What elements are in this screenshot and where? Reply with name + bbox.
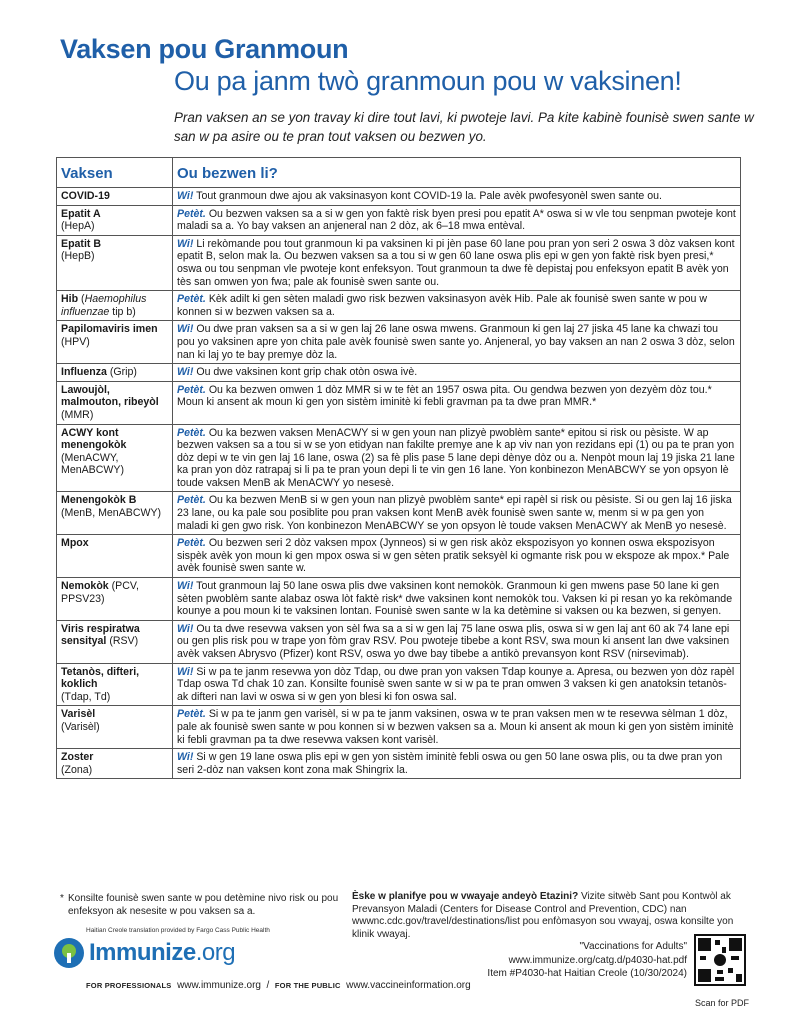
- recommendation-text: Ou ka bezwen omwen 1 dòz MMR si w te fèt an 1957 oswa pita. Ou gendwa bezwen yon dezyèm dòz tou.* Moun ki ansent ak moun ki gen yon sistèm iminitè ki febli gravman pa ta dwe pran MMR.*: [177, 383, 712, 409]
- recommendation-flag: Wi!: [177, 751, 194, 764]
- page-subtitle: Ou pa janm twò granmoun pou w vaksinen!: [174, 66, 682, 96]
- publication-info: [482, 940, 687, 981]
- column-header-need: Ou bezwen li?: [173, 158, 741, 188]
- vaccine-name: Mpox: [61, 537, 89, 550]
- table-row: [57, 578, 741, 621]
- vaccine-name: Epatit B: [61, 237, 102, 250]
- vaccine-name: Zoster: [61, 751, 94, 764]
- vaccine-name: COVID-19: [61, 190, 110, 202]
- recommendation-text: Li rekòmande pou tout granmoun ki pa vaksinen ki pi jèn pase 60 lane pou pran yon seri 2 oswa 3 dòz vaksen kont epatit B, selon mak la. Ou bezwen vaksen sa a tou si w gen 60 lane oswa plis epi w gen yon faktè risk byen presi,* oswa ou tou senpman vle pwoteje kont enfeksyon. Tout granmoun ta dwe fè depistaj pou enfeksyon epatit B avèk yon tès san omwen yon fwa; pale ak founisè swen sante ou.: [177, 237, 735, 288]
- table-row: [57, 706, 741, 749]
- public-label: FOR THE PUBLIC: [274, 981, 341, 990]
- recommendation-flag: Petèt.: [177, 494, 206, 507]
- vaccine-abbreviation: (HPV): [61, 335, 90, 348]
- recommendation-flag: Wi!: [177, 190, 194, 202]
- table-row: [57, 291, 741, 321]
- table-row: [57, 492, 741, 535]
- recommendation-text: Ou bezwen seri 2 dòz vaksen mpox (Jynneos) si w gen risk akòz ekspozisyon yo konnen oswa ekspozisyon sispèk avèk yon moun ki gen mpox oswa si w gen sèten pratik seksyèl ki ogmante risk pou w ekspoze ak mpox.* Pale avèk founisè swen sante w.: [177, 537, 730, 575]
- vaccine-name: Varisèl: [61, 708, 96, 721]
- professionals-label: FOR PROFESSIONALS: [86, 981, 172, 990]
- vaccine-abbreviation: (Varisèl): [61, 720, 100, 733]
- vaccine-name: Papilomaviris imen: [61, 323, 158, 336]
- recommendation-flag: Wi!: [177, 323, 194, 336]
- vaccine-abbreviation: (RSV): [109, 635, 139, 648]
- footer-links: [86, 980, 471, 991]
- table-row: [57, 424, 741, 492]
- table-row: [57, 749, 741, 779]
- recommendation-flag: Wi!: [177, 237, 194, 250]
- vaccine-name: Tetanòs, difteri, koklich: [61, 665, 140, 691]
- column-header-vaccine: Vaksen: [57, 158, 173, 188]
- vaccine-abbreviation: (MenB, MenABCWY): [61, 507, 162, 520]
- recommendation-text: Ou dwe pran vaksen sa a si w gen laj 26 lane oswa mwens. Granmoun ki gen laj 27 jiska 45 lane ka chwazi tou pou yo vaksinen apre yon chita pale avèk founisè swen sante yo. Anjeneral, yo bay vaksen an nan 2 oswa 3 dòz, selon nan ki laj yo te bay premye dòz la.: [177, 323, 735, 361]
- table-row: [57, 205, 741, 235]
- vaccine-name: ACWY kont menengokòk: [61, 426, 127, 452]
- qr-caption: Scan for PDF: [694, 998, 750, 1008]
- vaccine-abbreviation: (PCV, PPSV23): [61, 580, 139, 605]
- table-row: [57, 535, 741, 578]
- intro-text: Pran vaksen an se yon travay ki dire tout lavi, ki pwoteje lavi. Pa kite kabinè founisè swen sante w san w pa asire ou te pran tout vaksen ou bezwen yo.: [174, 110, 754, 144]
- recommendation-text: Ou bezwen vaksen sa a si w gen yon faktè risk byen presi pou epatit A* oswa si w vle tou senpman pwoteje kont maladi sa a. Yo bay vaksen an anjeneral nan 2 dòz, ak 6–18 mwa entèval.: [177, 207, 736, 233]
- table-row: [57, 235, 741, 290]
- footnote-asterisk: *: [60, 893, 64, 904]
- vaccine-name: Hib: [61, 293, 79, 306]
- footnote: [60, 893, 340, 918]
- vaccine-name: Menengokòk B: [61, 494, 137, 507]
- publication-title: "Vaccinations for Adults": [579, 941, 687, 952]
- travel-note: [352, 891, 747, 941]
- vaccine-abbreviation: (Zona): [61, 763, 93, 776]
- recommendation-text: Ou dwe vaksinen kont grip chak otòn oswa ivè.: [196, 366, 418, 379]
- recommendation-text: Kèk adilt ki gen sèten maladi gwo risk bezwen vaksinasyon avèk Hib. Pale ak founisè swen sante w pou w konnen si w bezwen vaksen sa a.: [177, 293, 707, 318]
- table-row: [57, 364, 741, 382]
- recommendation-flag: Wi!: [177, 622, 194, 635]
- recommendation-text: Ou ka bezwen vaksen MenACWY si w gen youn nan plizyè pwoblèm sante* epitou si risk ou pèsiste. W ap bezwen vaksen sa a tou si w se yon etidyan nan fakilte premye ane k ap viv nan yon rezidans epi (1) ou pa te pran yon dòz depi w te vin gen laj 16 lane, oswa (2) sa fè plis pase 5 lane depi dènye dòz ou a. Nenpòt moun laj 19 jiska 21 lane ka pran yon dòz ratrapaj si li pa te pran youn depi li te vin gen 16 lane. Yon konbinezon MenABCWY se yon opsyon lè toude vaksen MenB ak MenACWY yo nesesè.: [177, 426, 735, 489]
- recommendation-flag: Petèt.: [177, 426, 206, 439]
- vaccine-drop-icon: [54, 938, 84, 968]
- page-title: Vaksen pou Granmoun: [60, 34, 349, 64]
- vaccine-abbreviation: (Grip): [109, 366, 137, 379]
- footnote-text: Konsilte founisè swen sante w pou detèmine nivo risk ou pou enfeksyon ak nesesite w pou vaksen sa a.: [68, 893, 339, 917]
- publication-item: Item #P4030-hat Haitian Creole (10/30/2024): [487, 968, 687, 979]
- public-link[interactable]: www.vaccineinformation.org: [346, 980, 471, 991]
- table-row: [57, 381, 741, 424]
- vaccine-name: Nemokòk: [61, 580, 109, 593]
- vaccine-abbreviation: (Tdap, Td): [61, 690, 111, 703]
- vaccine-abbreviation: (MenACWY, MenABCWY): [61, 451, 124, 477]
- vaccine-abbreviation: (Haemophilus influenzae tip b): [61, 293, 147, 318]
- recommendation-flag: Petèt.: [177, 383, 206, 396]
- professionals-link[interactable]: www.immunize.org: [177, 980, 261, 991]
- recommendation-text: Tout granmoun laj 50 lane oswa plis dwe vaksinen kont nemokòk. Granmoun ki gen mwens pase 50 lane ki gen sèten pwoblèm sante alabaz oswa lòt faktè risk* dwe vaksinen kont nemokòk tou. Vaksen ki pi resan yo ka rekòmande kounye a pou moun ki te vaksinen lontan. Founisè swen sante w la ka detèmine si vaksen ou ka bezwen, si genyen.: [177, 580, 733, 618]
- travel-text: Vizite sitwèb Sant pou Kontwòl ak Prevansyon Maladi (Centers for Disease Control and Prevention, CDC) nan wwwnc.cdc.gov/travel/destinations/list pou enfòmasyon sou vwayaj, oswa konsilte yon klinik vwayaj.: [352, 891, 734, 940]
- table-row: [57, 321, 741, 364]
- link-separator: /: [266, 980, 270, 991]
- recommendation-text: Ou ka bezwen MenB si w gen youn nan plizyè pwoblèm sante* epi rapèl si risk ou pèsiste. Si ou gen laj 16 jiska 23 lane, ou ka pale sou posiblite pou pran vaksen kont MenB avèk founisè swen sante w, menm si w pa gen yon maladi ki gen gwo risk. Yon konbinezon MenABCWY se yon opsyon lè toude vaksen MenACWY ak MenB yo nesesè.: [177, 494, 732, 532]
- vaccine-abbreviation: (MMR): [61, 408, 94, 421]
- table-row: [57, 620, 741, 663]
- vaccine-name: Viris respiratwa sensityal: [61, 622, 140, 648]
- vaccine-abbreviation: (HepB): [61, 250, 95, 263]
- qr-code[interactable]: [694, 934, 746, 986]
- table-row: [57, 663, 741, 706]
- vaccine-name: Epatit A: [61, 207, 101, 220]
- recommendation-text: Si w pa te janm resevwa yon dòz Tdap, ou dwe pran yon vaksen Tdap kounye a. Apresa, ou bezwen yon dòz rapèl Tdap oswa Td chak 10 zan. Konsilte founisè swen sante w si w pa te pran omwen 3 vaksen ki gen anatoksin tetanòs- ak difteri nan lavi w oswa si w gen yon blesi ki fon oswa sal.: [177, 665, 735, 703]
- recommendation-flag: Wi!: [177, 665, 194, 678]
- recommendation-text: Tout granmoun dwe ajou ak vaksinasyon kont COVID-19 la. Pale avèk pwofesyonèl swen sante ou.: [196, 190, 662, 202]
- recommendation-text: Si w pa te janm gen varisèl, si w pa te janm vaksinen, oswa w te pran vaksen men w te resevwa sèlman 1 dòz, pale ak founisè swen sante w pou konnen si w bezwen vaksen sa a. Moun ki ansent ak moun ki gen yon sistèm iminitè ki febli gravman pa ta dwe resevwa vaksen kont varisèl.: [177, 708, 734, 746]
- table-row: [57, 188, 741, 206]
- translation-credit: Haitian Creole translation provided by Fargo Cass Public Health: [86, 927, 270, 934]
- recommendation-flag: Petèt.: [177, 207, 206, 220]
- immunize-logo[interactable]: [54, 934, 235, 972]
- vaccine-table: [56, 157, 741, 779]
- vaccine-name: Lawoujòl, malmouton, ribeyòl: [61, 383, 159, 409]
- recommendation-text: Si w gen 19 lane oswa plis epi w gen yon sistèm iminitè febli oswa ou gen 50 lane oswa plis, ou ta dwe pran yon seri 2-dòz nan vaksen kont zona mak Shingrix la.: [177, 751, 723, 776]
- publication-url[interactable]: www.immunize.org/catg.d/p4030-hat.pdf: [508, 954, 687, 966]
- recommendation-flag: Wi!: [177, 580, 194, 593]
- recommendation-flag: Petèt.: [177, 293, 206, 306]
- logo-wordmark: Immunize.org: [89, 939, 236, 966]
- recommendation-flag: Wi!: [177, 366, 194, 379]
- vaccine-name: Influenza: [61, 366, 107, 379]
- recommendation-text: Ou ta dwe resevwa vaksen yon sèl fwa sa a si w gen laj 75 lane oswa plis, oswa si w gen laj ant 60 ak 74 lane epi ou gen plis risk pou w trape yon fòm grav RSV. Pou pwoteje tibebe a kont RSV, swa moun ki ansent lan dwe vaksinen avèk vaksen Abrysvo (Pfizer) kont RSV, oswa yo dwe bay tibebe a antikò prevansyon kont RSV (nirsevimab).: [177, 622, 730, 660]
- recommendation-flag: Petèt.: [177, 537, 206, 550]
- vaccine-abbreviation: (HepA): [61, 220, 95, 233]
- table-header-row: [57, 158, 741, 188]
- travel-question: Èske w planifye pou w vwayaje andeyò Etazini?: [352, 891, 579, 902]
- recommendation-flag: Petèt.: [177, 708, 206, 721]
